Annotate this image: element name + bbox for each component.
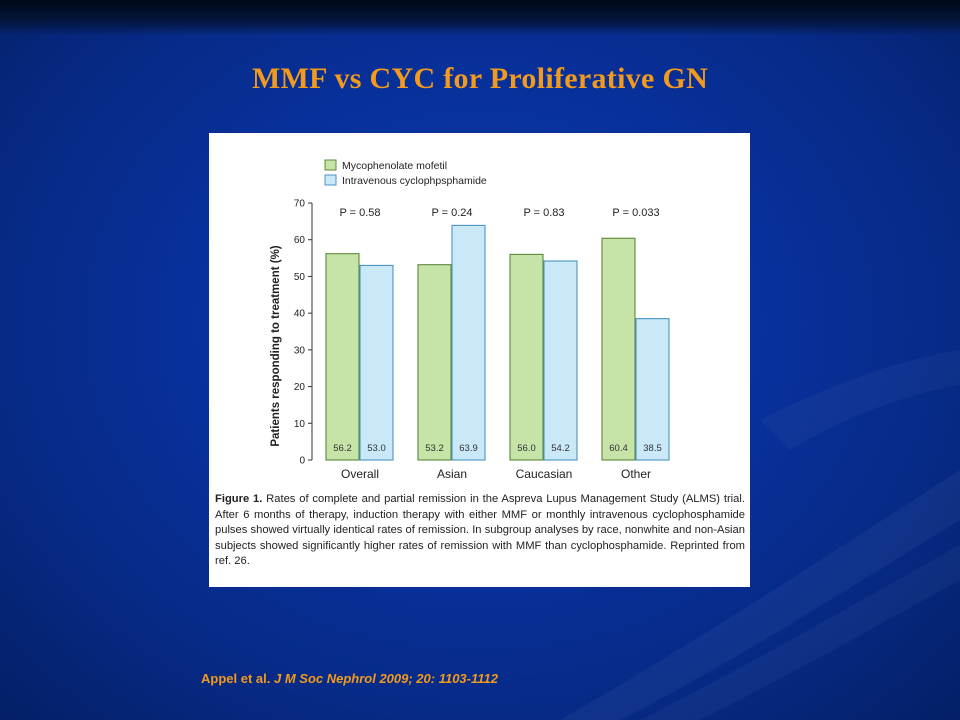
figure-caption [215, 492, 745, 570]
bar-caucasian-series-2 [544, 261, 577, 460]
bar-chart [209, 133, 750, 488]
bar-value-label: 38.5 [643, 443, 662, 454]
figure-panel [209, 133, 750, 587]
top-dark-band [0, 0, 960, 36]
bar-value-label: 56.0 [517, 443, 536, 454]
legend-label-1: Mycophenolate mofetil [342, 160, 448, 172]
legend-label-2: Intravenous cyclophpsphamide [342, 175, 487, 187]
x-axis-tick-labels [341, 467, 651, 481]
y-axis [294, 199, 312, 467]
caption-label: Figure 1. [215, 493, 263, 505]
p-value-label: P = 0.033 [612, 207, 660, 219]
x-tick-label: Caucasian [515, 467, 573, 481]
bar-value-label: 60.4 [609, 443, 628, 454]
y-tick-label: 40 [293, 308, 305, 320]
legend-swatch-2 [325, 175, 336, 185]
y-tick-label: 20 [293, 382, 305, 394]
x-tick-label: Asian [436, 467, 468, 481]
p-value-label: P = 0.24 [431, 207, 473, 219]
bar-series [326, 207, 669, 460]
bar-asian-series-2 [452, 225, 485, 460]
y-tick-label: 10 [293, 418, 305, 430]
bar-overall-series-2 [360, 265, 393, 460]
y-tick-label: 50 [293, 271, 305, 283]
chart-legend [325, 160, 487, 187]
x-tick-label: Other [620, 467, 652, 481]
p-value-label: P = 0.83 [523, 207, 565, 219]
citation [201, 671, 498, 686]
y-axis-label: Patients responding to treatment (%) [270, 245, 282, 447]
caption-text: Rates of complete and partial remission in the Aspreva Lupus Management Study (ALMS) trial. After 6 months of therapy, induction therapy with either MMF or monthly intravenous cyclophosphamide pulses showed virtually identical rates of remission. In subgroup analyses by race, nonwhite and non-Asian subjects showed significantly higher rates of remission with MMF than cyclophosphamide. Reprinted from ref. 26. [215, 493, 745, 568]
y-tick-label: 60 [293, 235, 305, 247]
bar-value-label: 53.2 [425, 443, 444, 454]
bar-caucasian-series-1 [510, 254, 543, 460]
y-tick-label: 30 [293, 345, 305, 357]
bar-overall-series-1 [326, 254, 359, 460]
bar-value-label: 63.9 [459, 443, 478, 454]
bar-other-series-1 [602, 238, 635, 460]
citation-journal: J M Soc Nephrol 2009; 20: 1103-1112 [273, 671, 498, 686]
bar-other-series-2 [636, 319, 669, 460]
bar-value-label: 54.2 [551, 443, 570, 454]
y-tick-label: 0 [299, 455, 305, 467]
citation-authors: Appel et al. [201, 671, 271, 686]
x-tick-label: Overall [340, 467, 380, 481]
y-tick-label: 70 [293, 198, 305, 210]
slide-title: MMF vs CYC for Proliferative GN [251, 62, 709, 95]
bar-asian-series-1 [418, 265, 451, 460]
bar-value-label: 56.2 [333, 443, 352, 454]
p-value-label: P = 0.58 [339, 207, 381, 219]
legend-swatch-1 [325, 160, 336, 170]
bar-value-label: 53.0 [367, 443, 386, 454]
